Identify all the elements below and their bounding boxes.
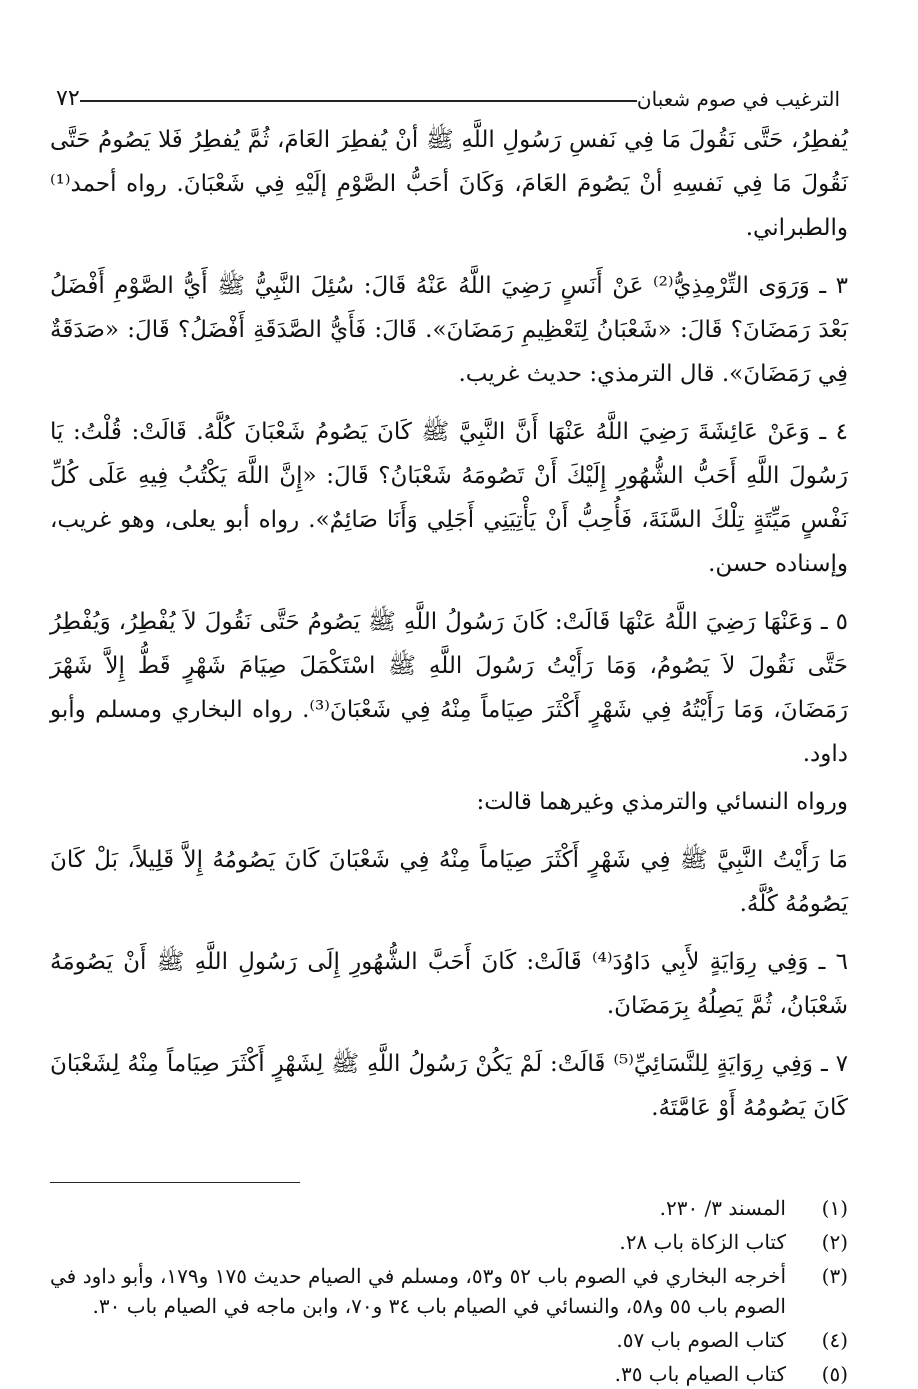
footnote-number: (٤) <box>821 1328 848 1352</box>
hadith-6: ٦ ـ وَفِي رِوَايَةٍ لأَبِي دَاوُدَ⁽⁴⁾ قَالَتْ: كَانَ أَحَبَّ الشُّهُورِ إِلَى رَسُولِ اللَّهِ ﷺ أَنْ يَصُومَهُ شَعْبَانُ، ثُمَّ يَصِلُهُ بِرَمَضَانَ. <box>50 949 848 1019</box>
running-header <box>50 70 848 111</box>
hadith-7: ٧ ـ وَفِي رِوَايَةٍ لِلنَّسَائِيِّ⁽⁵⁾ قَالَتْ: لَمْ يَكُنْ رَسُولُ اللَّهِ ﷺ لِشَهْرٍ أَكْثَرَ صِيَاماً مِنْهُ لِشَعْبَانَ كَانَ يَصُومُهُ أَوْ عَامَّتَهُ. <box>50 1051 848 1121</box>
footnote-1 <box>50 1193 848 1223</box>
footnote-3 <box>50 1261 848 1321</box>
footnote-4 <box>50 1325 848 1355</box>
footnote-number: (١) <box>821 1196 848 1220</box>
footnote-text: كتاب الصيام باب ٣٥. <box>614 1362 786 1386</box>
footnote-number: (٢) <box>821 1230 848 1254</box>
footnote-number: (٥) <box>821 1362 848 1386</box>
footnote-text: كتاب الزكاة باب ٢٨. <box>619 1230 786 1254</box>
footnote-text: كتاب الصوم باب ٥٧. <box>616 1328 786 1352</box>
hadith-5: ٥ ـ وَعَنْهَا رَضِيَ اللَّهُ عَنْهَا قَالَتْ: كَانَ رَسُولُ اللَّهِ ﷺ يَصُومُ حَتَّى نَقُولَ لاَ يُفْطِرُ، وَيُفْطِرُ حَتَّى نَقُولَ لاَ يَصُومُ، وَمَا رَأَيْتُ رَسُولَ اللَّهِ ﷺ اسْتَكْمَلَ صِيَامَ شَهْرٍ قَطُّ إِلاَّ شَهْرَ رَمَضَانَ، وَمَا رَأَيْتُهُ فِي شَهْرٍ أَكْثَرَ صِيَاماً مِنْهُ فِي شَعْبَانَ⁽³⁾. رواه البخاري ومسلم وأبو داود. <box>50 609 849 767</box>
footnote-text: المسند ٣/ ٢٣٠. <box>659 1196 786 1220</box>
footnote-5 <box>50 1359 848 1389</box>
paragraph-1: يُفطِرُ، حَتَّى نَقُولَ مَا فِي نَفسِ رَسُولِ اللَّهِ ﷺ أنْ يُفطِرَ العَامَ، ثُمَّ يُفطِرُ فَلا يَصُومُ حَتَّى نَقُولَ مَا فِي نَفسِهِ أنْ يَصُومَ العَامَ، وَكَانَ أحَبُّ الصَّوْمِ إلَيْهِ فِي شَعْبَانَ. رواه أحمد⁽¹⁾ والطبراني. <box>50 127 848 241</box>
hadith-3: ٣ ـ وَرَوَى التِّرْمِذِيُّ⁽²⁾ عَنْ أَنَسٍ رَضِيَ اللَّهُ عَنْهُ قَالَ: سُئِلَ النَّبِيُّ ﷺ أَيُّ الصَّوْمِ أَفْضَلُ بَعْدَ رَمَضَانَ؟ قَالَ: «شَعْبَانُ لِتَعْظِيمِ رَمَضَانَ». قَالَ: فَأَيُّ الصَّدَقَةِ أَفْضَلُ؟ قَالَ: «صَدَقَةٌ فِي رَمَضَانَ». قال الترمذي: حديث غريب. <box>50 273 848 387</box>
hadith-5-text: مَا رَأَيْتُ النَّبِيَّ ﷺ فِي شَهْرٍ أَكْثَرَ صِيَاماً مِنْهُ فِي شَعْبَانَ كَانَ يَصُومُهُ إِلاَّ قَلِيلاً، بَلْ كَانَ يَصُومُهُ كُلَّهُ. <box>50 847 848 917</box>
footnote-2 <box>50 1227 848 1257</box>
footnote-divider <box>50 1182 300 1183</box>
running-title: الترغيب في صوم شعبان <box>637 86 848 112</box>
narration-note: ورواه النسائي والترمذي وغيرهما قالت: <box>476 789 848 815</box>
book-page <box>50 70 849 1386</box>
footnote-text: أخرجه البخاري في الصوم باب ٥٢ و٥٣، ومسلم في الصيام حديث ١٧٥ و١٧٩، وأبو داود في الصوم باب ٥٥ و٥٨، والنسائي في الصيام باب ٣٤ و٧٠، وابن ماجه في الصيام باب ٣٠. <box>50 1264 787 1318</box>
page-number: ٧٢ <box>50 86 80 112</box>
hadith-4: ٤ ـ وَعَنْ عَائِشَةَ رَضِيَ اللَّهُ عَنْهَا أَنَّ النَّبِيَّ ﷺ كَانَ يَصُومُ شَعْبَانَ كُلَّهُ. قَالَتْ: قُلْتُ: يَا رَسُولَ اللَّهِ أَحَبُّ الشُّهُورِ إِلَيْكَ أَنْ تَصُومَهُ شَعْبَانُ؟ قَالَ: «إِنَّ اللَّهَ يَكْتُبُ فِيهِ عَلَى كُلِّ نَفْسٍ مَيِّتَةٍ تِلْكَ السَّنَةَ، فَأُحِبُّ أَنْ يَأْتِيَنِي أَجَلِي وَأَنَا صَائِمٌ». رواه أبو يعلى، وهو غريب، وإسناده حسن. <box>50 419 848 577</box>
footnote-number: (٣) <box>821 1264 848 1288</box>
